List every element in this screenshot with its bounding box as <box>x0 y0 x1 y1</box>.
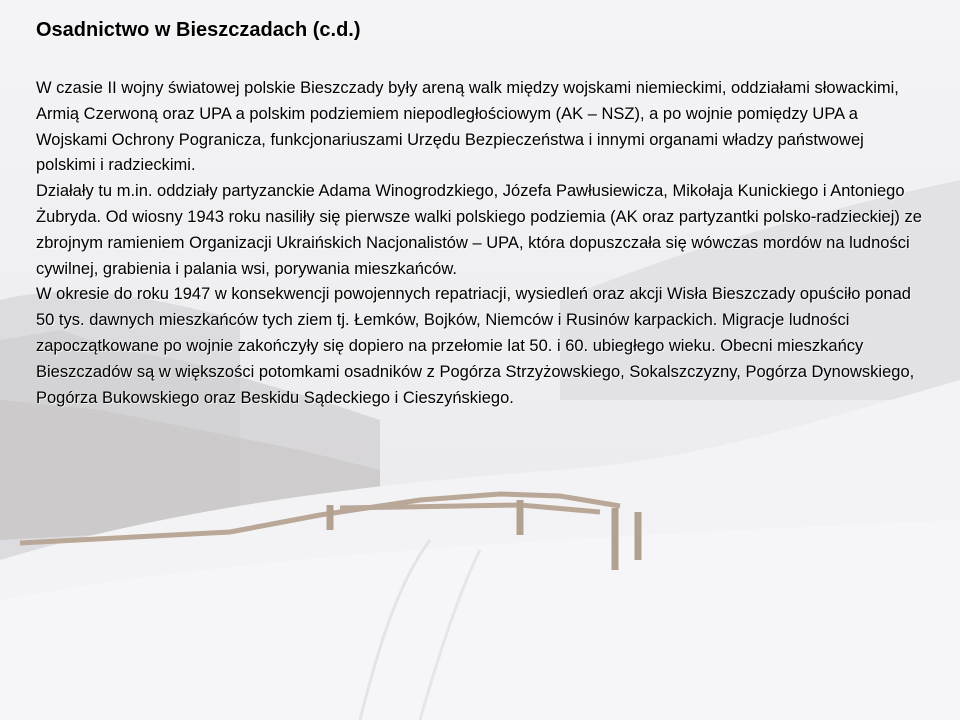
paragraph: Działały tu m.in. oddziały partyzanckie Adama Winogrodzkiego, Józefa Pawłusiewicza, Mikołaja Kunickiego i Antoniego Żubryda. Od wiosny 1943 roku nasiliły się pierwsze walki polskiego podziemia (AK oraz partyzantki polsko-radzieckiej) ze zbrojnym ramieniem Organizacji Ukraińskich Nacjonalistów – UPA, która dopuszczała się wówczas mordów na ludności cywilnej, grabienia i palania wsi, porywania mieszkańców. <box>36 182 922 278</box>
slide-body <box>36 76 926 411</box>
paragraph: W okresie do roku 1947 w konsekwencji powojennych repatriacji, wysiedleń oraz akcji Wisła Bieszczady opuściło ponad 50 tys. dawnych mieszkańców tych ziem tj. Łemków, Bojków, Niemców i Rusinów karpackich. Migracje ludności zapoczątkowane po wojnie zakończyły się dopiero na przełomie lat 50. i 60. ubiegłego wieku. Obecni mieszkańcy Bieszczadów są w większości potomkami osadników z Pogórza Strzyżowskiego, Sokalszczyzny, Pogórza Dynowskiego, Pogórza Bukowskiego oraz Beskidu Sądeckiego i Cieszyńskiego. <box>36 285 915 407</box>
paragraph: W czasie II wojny światowej polskie Bieszczady były areną walk między wojskami niemieckimi, oddziałami słowackimi, Armią Czerwoną oraz UPA a polskim podziemiem niepodległościowym (AK – NSZ), a po wojnie pomiędzy UPA a Wojskami Ochrony Pogranicza, funkcjonariuszami Urzędu Bezpieczeństwa i innymi organami władzy państwowej polskimi i radzieckimi. <box>36 79 899 175</box>
slide-title: Osadnictwo w Bieszczadach (c.d.) <box>36 19 361 41</box>
